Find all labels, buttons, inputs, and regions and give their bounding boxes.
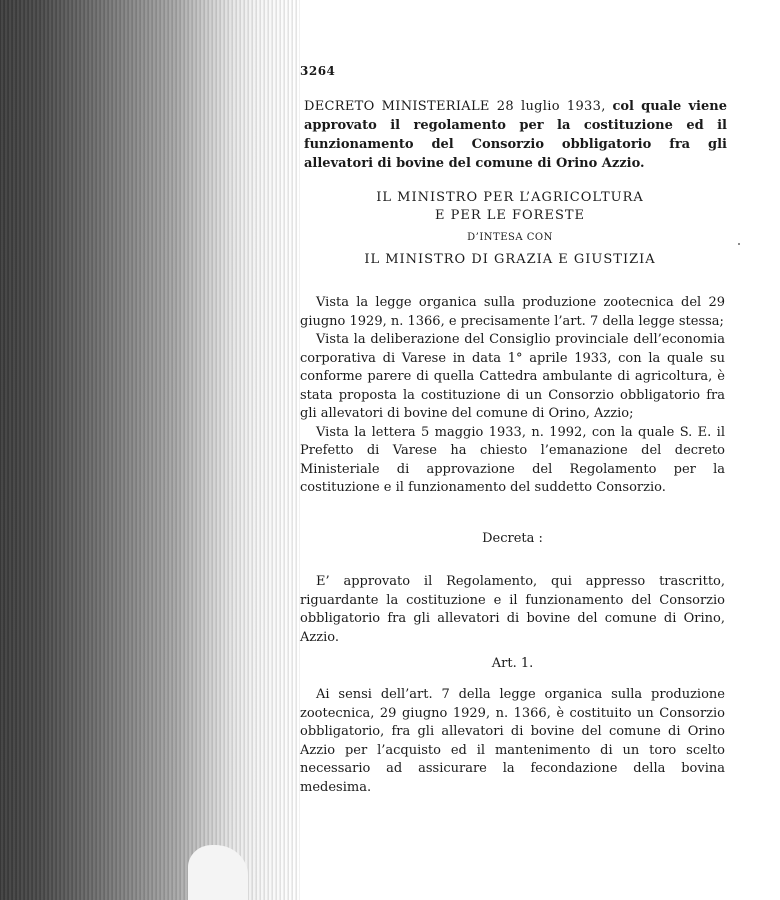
decreta-heading: Decreta : bbox=[482, 531, 543, 546]
heading-minister-agriculture: IL MINISTRO PER L’AGRICOLTURA bbox=[376, 190, 644, 205]
preamble-paragraph: Vista la legge organica sulla produzione zootecnica del 29 giugno 1929, n. 1366, e precisamente l’art. 7 della legge stessa; bbox=[300, 295, 725, 329]
preamble-paragraph: Vista la deliberazione del Consiglio provinciale dell’economia corporativa di Varese in data 1° aprile 1933, con la quale su conforme parere di quella Cattedra ambulante di agricoltura, è stata proposta la costituzione di un Consorzio obbligatorio fra gli allevatori di bovine del comune di Orino, Azzio; bbox=[300, 332, 725, 421]
preamble bbox=[300, 294, 725, 498]
decree-title-subject: col quale viene approvato il regolamento per la costituzione ed il funzionamento del Consorzio obbligatorio fra gli allevatori di bovine del comune di Orino Azzio. bbox=[304, 99, 727, 171]
page-number: 3264 bbox=[300, 64, 336, 78]
article-text: Ai sensi dell’art. 7 della legge organica sulla produzione zootecnica, 29 giugno 1929, n. 1366, è costituito un Consorzio obbligatorio, fra gli allevatori di bovine del comune di Orino Azzio per l’acquisto ed il mantenimento di un toro scelto necessario ad assicurare la fecondazione della bovina medesima. bbox=[300, 687, 725, 795]
book-binding-edge bbox=[0, 0, 300, 900]
heading-minister-justice: IL MINISTRO DI GRAZIA E GIUSTIZIA bbox=[364, 252, 656, 267]
heading-intesa: D’INTESA CON bbox=[467, 232, 553, 243]
decree-title-lead: DECRETO MINISTERIALE 28 luglio 1933, bbox=[304, 99, 606, 114]
heading-forests: E PER LE FORESTE bbox=[434, 208, 586, 223]
article-body bbox=[300, 686, 725, 797]
speck bbox=[738, 243, 740, 245]
decree-title bbox=[304, 97, 727, 173]
approval-paragraph bbox=[300, 573, 725, 647]
preamble-paragraph: Vista la lettera 5 maggio 1933, n. 1992, con la quale S. E. il Prefetto di Varese ha chiesto l’emanazione del decreto Ministeriale di approvazione del Regolamento per la costituzione e il funzionamento del suddetto Consorzio. bbox=[300, 424, 725, 495]
document-page bbox=[300, 0, 770, 900]
article-title: Art. 1. bbox=[491, 656, 534, 671]
approval-text: E’ approvato il Regolamento, qui appresso trascritto, riguardante la costituzione e il funzionamento del Consorzio obbligatorio fra gli allevatori di bovine del comune di Orino, Azzio. bbox=[300, 574, 725, 645]
